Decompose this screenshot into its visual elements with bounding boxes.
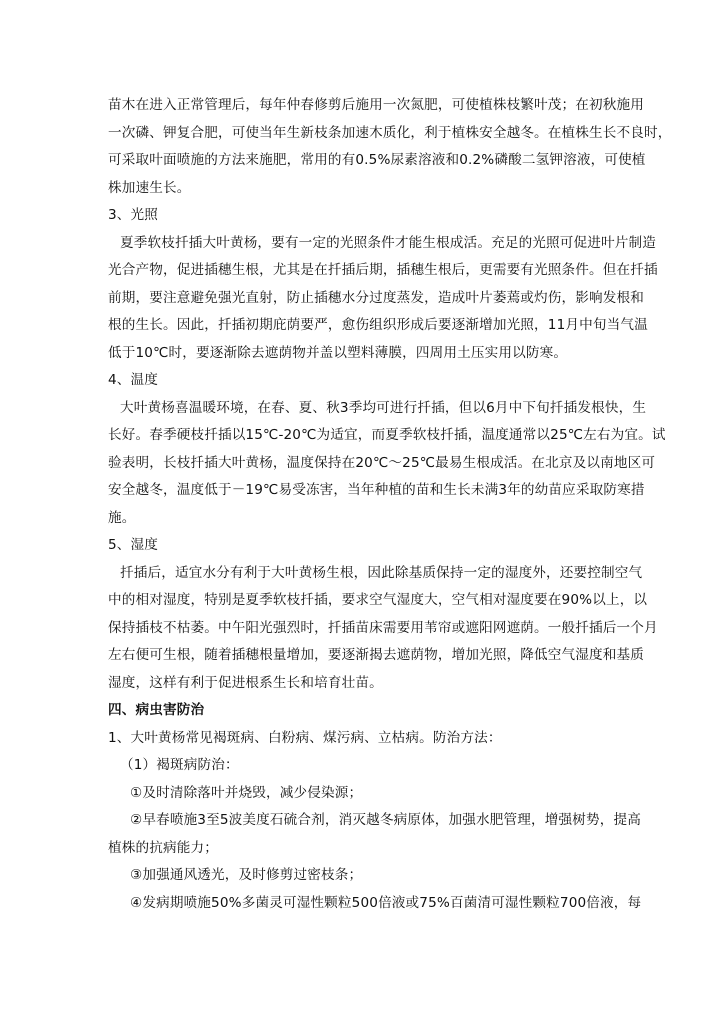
paragraph-light-line: 光合产物，促进插穗生根，尤其是在扦插后期，插穗生根后，更需要有光照条件。但在扦插 [108, 262, 658, 278]
subsection-heading-brown-spot: （1）褐斑病防治： [120, 757, 239, 773]
paragraph-light-line: 低于10℃时，要逐渐除去遮荫物并盖以塑料薄膜，四周用土压实用以防寒。 [108, 344, 568, 361]
paragraph-humidity-line: 扦插后，适宜水分有利于大叶黄杨生根，因此除基质保持一定的湿度外，还要控制空气 [120, 564, 643, 581]
paragraph-light-line: 前期，要注意避免强光直射，防止插穗水分过度蒸发，造成叶片萎蔫或灼伤，影响发根和 [108, 289, 645, 306]
paragraph-light-line: 根的生长。因此，扦插初期庇荫要严，愈伤组织形成后要逐渐增加光照，11月中旬当气温 [108, 317, 648, 333]
paragraph-fertilizer-line: 苗木在进入正常管理后，每年仲春修剪后施用一次氮肥，可使植株枝繁叶茂；在初秋施用 [108, 97, 645, 113]
paragraph-temperature-line: 长好。春季硬枝扦插以15℃-20℃为适宜，而夏季软枝扦插，温度通常以25℃左右为宜。试 [108, 427, 666, 443]
list-item-2-continued: 植株的抗病能力； [108, 839, 218, 856]
list-item-4: ④发病期喷施50%多菌灵可湿性颗粒500倍液或75%百菌清可湿性颗粒700倍液，每 [130, 894, 642, 911]
paragraph-fertilizer-line: 株加速生长。 [108, 179, 191, 196]
document-page [108, 92, 672, 917]
list-item-3: ③加强通风透光，及时修剪过密枝条； [130, 867, 363, 883]
section-heading-humidity: 5、湿度 [108, 537, 159, 553]
section-heading-temperature: 4、温度 [108, 372, 159, 388]
paragraph-temperature-line: 验表明，长枝扦插大叶黄杨，温度保持在20℃～25℃最易生根成活。在北京及以南地区可 [108, 454, 656, 471]
subsection-heading-diseases: 1、大叶黄杨常见褐斑病、白粉病、煤污病、立枯病。防治方法： [108, 729, 502, 746]
paragraph-light-line: 夏季软枝扦插大叶黄杨，要有一定的光照条件才能生根成活。充足的光照可促进叶片制造 [120, 234, 657, 251]
chapter-heading-pest-control: 四、病虫害防治 [108, 702, 205, 718]
paragraph-temperature-line: 大叶黄杨喜温暖环境，在春、夏、秋3季均可进行扦插，但以6月中下旬扦插发根快，生 [120, 399, 647, 416]
paragraph-temperature-line: 安全越冬，温度低于－19℃易受冻害，当年种植的苗和生长未满3年的幼苗应采取防寒措 [108, 482, 645, 498]
paragraph-fertilizer-line: 可采取叶面喷施的方法来施肥，常用的有0.5%尿素溶液和0.2%磷酸二氢钾溶液，可使植 [108, 152, 646, 168]
list-item-2: ②早春喷施3至5波美度石硫合剂，消灭越冬病原体，加强水肥管理，增强树势，提高 [130, 812, 641, 828]
paragraph-humidity-line: 保持插枝不枯萎。中午阳光强烈时，扦插苗床需要用苇帘或遮阳网遮荫。一般扦插后一个月 [108, 619, 658, 636]
list-item-1: ①及时清除落叶并烧毁，减少侵染源； [130, 784, 363, 801]
paragraph-humidity-line: 左右便可生根，随着插穗根量增加，要逐渐揭去遮荫物，增加光照，降低空气湿度和基质 [108, 647, 645, 663]
paragraph-temperature-line: 施。 [108, 509, 136, 526]
paragraph-fertilizer-line: 一次磷、钾复合肥，可使当年生新枝条加速木质化，利于植株安全越冬。在植株生长不良时， [108, 124, 672, 141]
paragraph-humidity-line: 中的相对湿度，特别是夏季软枝扦插，要求空气湿度大，空气相对湿度要在90%以上，以 [108, 592, 648, 608]
section-heading-light: 3、光照 [108, 207, 159, 223]
paragraph-humidity-line: 湿度，这样有利于促进根系生长和培育壮苗。 [108, 674, 383, 691]
